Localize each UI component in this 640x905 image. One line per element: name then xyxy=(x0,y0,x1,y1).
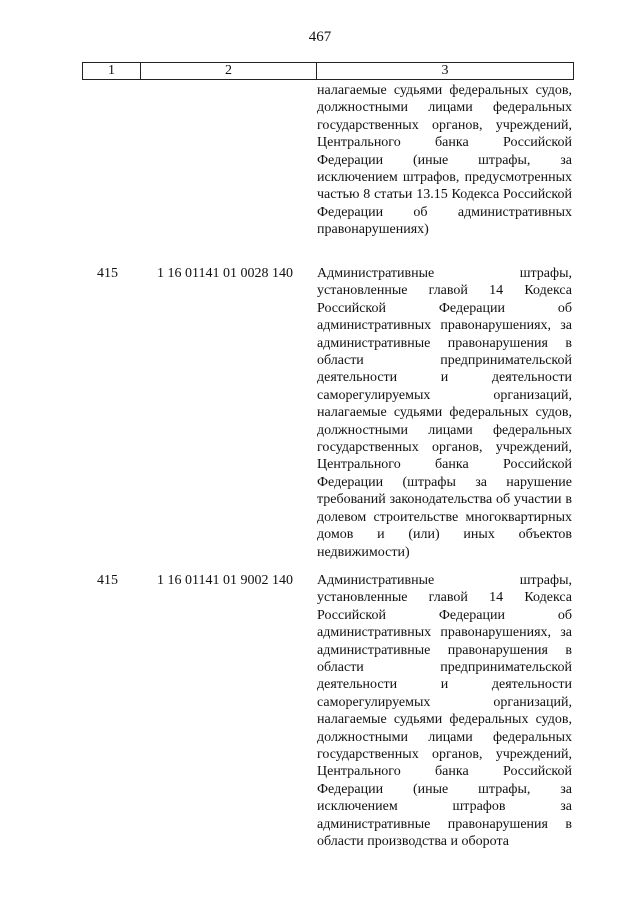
row-kbk-code: 1 16 01141 01 9002 140 xyxy=(157,573,293,588)
column-header-2: 2 xyxy=(141,63,317,80)
table-header-row xyxy=(83,63,574,80)
column-header-3: 3 xyxy=(317,63,574,80)
table-header xyxy=(82,62,574,80)
row-description: Административные штрафы, установленные главой 14 Кодекса Российской Федерации об административных правонарушениях, за административные правонарушения в области предпринимательской деятельности и деятельности саморегулируемых организаций, налагаемые судьями федеральных судов, должностными лицами федеральных государственных органов, учреждений, Центрального банка Российской Федерации (иные штрафы, за исключением штрафов за административные правонарушения в области производства и оборота xyxy=(317,573,572,850)
row-admin-code: 415 xyxy=(97,573,118,588)
continued-description: налагаемые судьями федеральных судов, должностными лицами федеральных государственных органов, учреждений, Центрального банка Российской Федерации (иные штрафы, за исключением штрафов, предусмотренных частью 8 статьи 13.15 Кодекса Российской Федерации об административных правонарушениях) xyxy=(317,83,572,238)
row-description: Административные штрафы, установленные главой 14 Кодекса Российской Федерации об административных правонарушениях, за административные правонарушения в области предпринимательской деятельности и деятельности саморегулируемых организаций, налагаемые судьями федеральных судов, должностными лицами федеральных государственных органов, учреждений, Центрального банка Российской Федерации (штрафы за нарушение требований законодательства об участии в долевом строительстве многоквартирных домов и (или) иных объектов недвижимости) xyxy=(317,266,572,560)
page-number: 467 xyxy=(308,29,332,45)
column-header-1: 1 xyxy=(83,63,141,80)
row-kbk-code: 1 16 01141 01 0028 140 xyxy=(157,266,293,281)
row-admin-code: 415 xyxy=(97,266,118,281)
